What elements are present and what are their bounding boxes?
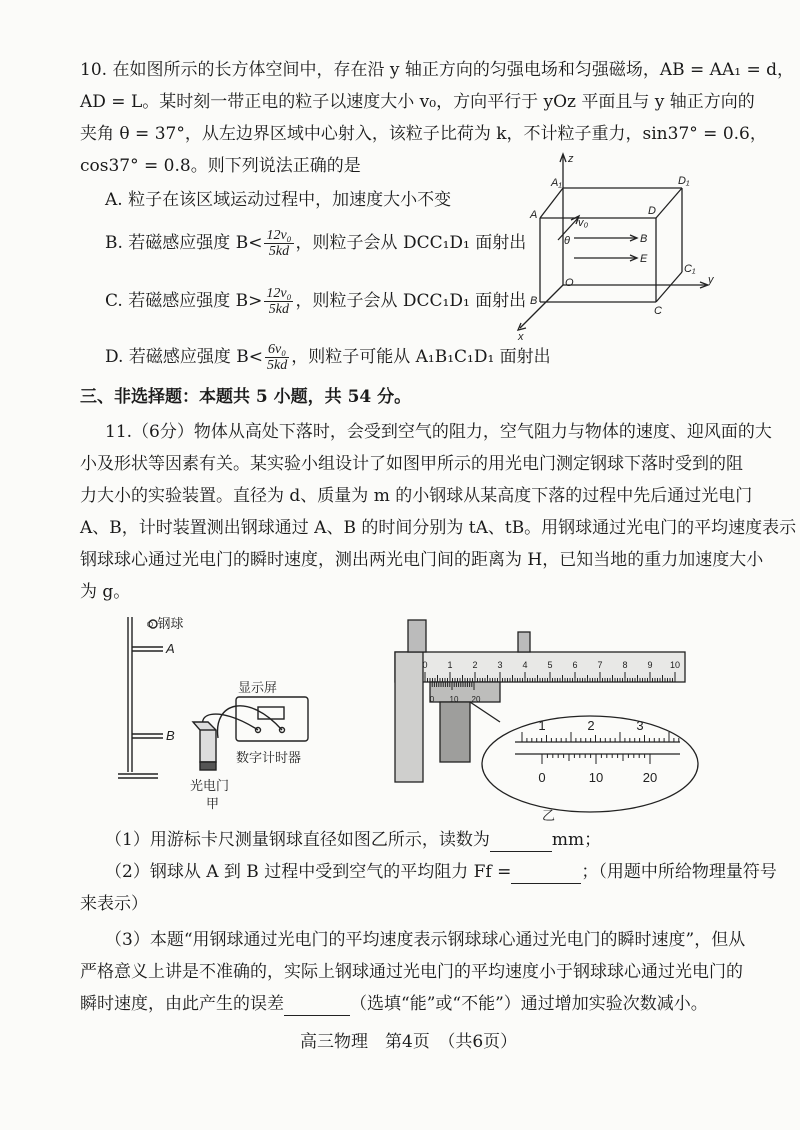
svg-text:B: B (530, 295, 538, 307)
svg-text:C: C (654, 305, 662, 317)
svg-text:C₁: C₁ (684, 263, 696, 275)
q11-line1: 11.（6分）物体从高处下落时，会受到空气的阻力，空气阻力与物体的速度、迎风面的大 (105, 422, 772, 442)
svg-text:D₁: D₁ (678, 175, 690, 187)
svg-text:光电门: 光电门 (190, 778, 230, 793)
axis-y-label: y (708, 274, 714, 286)
q11-line6: 为 g。 (80, 582, 131, 602)
section-header: 三、非选择题：本题共 5 小题，共 54 分。 (80, 387, 412, 407)
main-scale-label: 9 (647, 660, 653, 670)
figure-yi-caliper (380, 612, 700, 824)
svg-text:E: E (640, 253, 648, 265)
zoom-vernier-label: 0 (538, 770, 546, 785)
cuboid-figure (508, 150, 728, 340)
vernier-label: 10 (449, 695, 459, 704)
zoom-vernier-label: 20 (642, 770, 658, 785)
zoom-main-label: 3 (636, 718, 644, 733)
q10-option-b: B. 若磁感应强度 B< $\frac{\text{12v₀}}{5kd}$ ，则粒子会从 DCC₁D₁ 面射出 (105, 228, 527, 259)
svg-text:A: A (530, 209, 538, 221)
main-scale-label: 8 (622, 660, 628, 670)
zoom-main-label: 2 (587, 718, 595, 733)
q11-line2: 小及形状等因素有关。某实验小组设计了如图甲所示的用光电门测定钢球下落时受到的阻 (80, 454, 743, 474)
main-scale-label: 2 (472, 660, 478, 670)
svg-text:B: B (166, 728, 175, 743)
svg-text:A: A (166, 641, 175, 656)
svg-text:O: O (565, 277, 574, 289)
main-scale-label: 3 (497, 660, 503, 670)
fraction-b: $\frac{\text{12v₀}}{5kd}$ (266, 228, 292, 259)
vernier-label: 20 (471, 695, 481, 704)
q10-option-a: A. 粒子在该区域运动过程中，加速度大小不变 (105, 190, 452, 210)
figure-jia-apparatus (118, 612, 338, 822)
svg-text:显示屏: 显示屏 (238, 680, 278, 695)
q10-option-c: C. 若磁感应强度 B> $\frac{\text{12v₀}}{5kd}$ ，则粒子会从 DCC₁D₁ 面射出 (105, 286, 527, 317)
svg-text:θ: θ (564, 235, 570, 247)
answer-blank-2[interactable] (511, 865, 581, 884)
q11-sub2: （2）钢球从 A 到 B 过程中受到空气的平均阻力 Ff = ；（用题中所给物理量符号 (105, 862, 777, 882)
main-scale-label: 10 (669, 660, 681, 670)
main-scale-label: 0 (422, 660, 428, 670)
caption-yi: 乙 (542, 808, 556, 823)
svg-text:数字计时器: 数字计时器 (236, 750, 302, 765)
fraction-d: $\frac{\text{6v₀}}{5kd}$ (266, 342, 288, 373)
q10-line4: cos37° = 0.8。则下列说法正确的是 (80, 156, 361, 176)
vernier-label: 0 (429, 695, 435, 704)
axis-x-label: x (518, 331, 524, 340)
q10-option-d: D. 若磁感应强度 B< $\frac{\text{6v₀}}{5kd}$ ，则粒子可能从 A₁B₁C₁D₁ 面射出 (105, 342, 551, 373)
q11-line3: 力大小的实验装置。直径为 d、质量为 m 的小钢球从某高度下落的过程中先后通过光电门 (80, 486, 753, 506)
zoom-main-label: 1 (538, 718, 546, 733)
svg-text:B: B (640, 233, 648, 245)
q11-line5: 钢球球心通过光电门的瞬时速度，测出两光电门间的距离为 H，已知当地的重力加速度大小 (80, 550, 764, 570)
page-footer: 高三物理 第4页 （共6页） (300, 1032, 518, 1052)
main-scale-label: 5 (547, 660, 553, 670)
main-scale-label: 6 (572, 660, 578, 670)
zoom-vernier-label: 10 (588, 770, 604, 785)
svg-text:A₁: A₁ (551, 177, 562, 189)
q10-line2: AD = L。某时刻一带正电的粒子以速度大小 v₀，方向平行于 yOz 平面且与 y 轴正方向的 (80, 92, 755, 112)
q11-sub1: （1）用游标卡尺测量钢球直径如图乙所示，读数为 mm； (105, 830, 602, 850)
q11-sub2-line2: 来表示） (80, 894, 148, 914)
q11-line4: A、B，计时装置测出钢球通过 A、B 的时间分别为 tA、tB。用钢球通过光电门的平均速度表示 (80, 518, 797, 538)
svg-text:v₀: v₀ (578, 217, 589, 229)
ball-label: ○ 钢球 (146, 616, 184, 631)
q11-sub3-line2: 严格意义上讲是不准确的，实际上钢球通过光电门的平均速度小于钢球球心通过光电门的 (80, 962, 743, 982)
main-scale-label: 1 (447, 660, 453, 670)
answer-blank-1[interactable] (490, 833, 552, 852)
main-scale-label: 7 (597, 660, 603, 670)
svg-text:D: D (648, 205, 656, 217)
q11-sub3-line1: （3）本题“用钢球通过光电门的平均速度表示钢球球心通过光电门的瞬时速度”，但从 (105, 930, 746, 950)
caption-jia: 甲 (206, 796, 220, 811)
q11-sub3-line3: 瞬时速度，由此产生的误差 （选填“能”或“不能”）通过增加实验次数减小。 (80, 994, 708, 1014)
answer-blank-3[interactable] (284, 997, 350, 1016)
main-scale-label: 4 (522, 660, 528, 670)
q10-line1: 10. 在如图所示的长方体空间中，存在沿 y 轴正方向的匀强电场和匀强磁场，AB = AA₁ = d， (80, 60, 794, 80)
q10-line3: 夹角 θ = 37°，从左边界区域中心射入，该粒子比荷为 k，不计粒子重力，sin37° = 0.6， (80, 124, 767, 144)
axis-z-label: z (568, 153, 574, 165)
fraction-c: $\frac{\text{12v₀}}{5kd}$ (266, 286, 292, 317)
